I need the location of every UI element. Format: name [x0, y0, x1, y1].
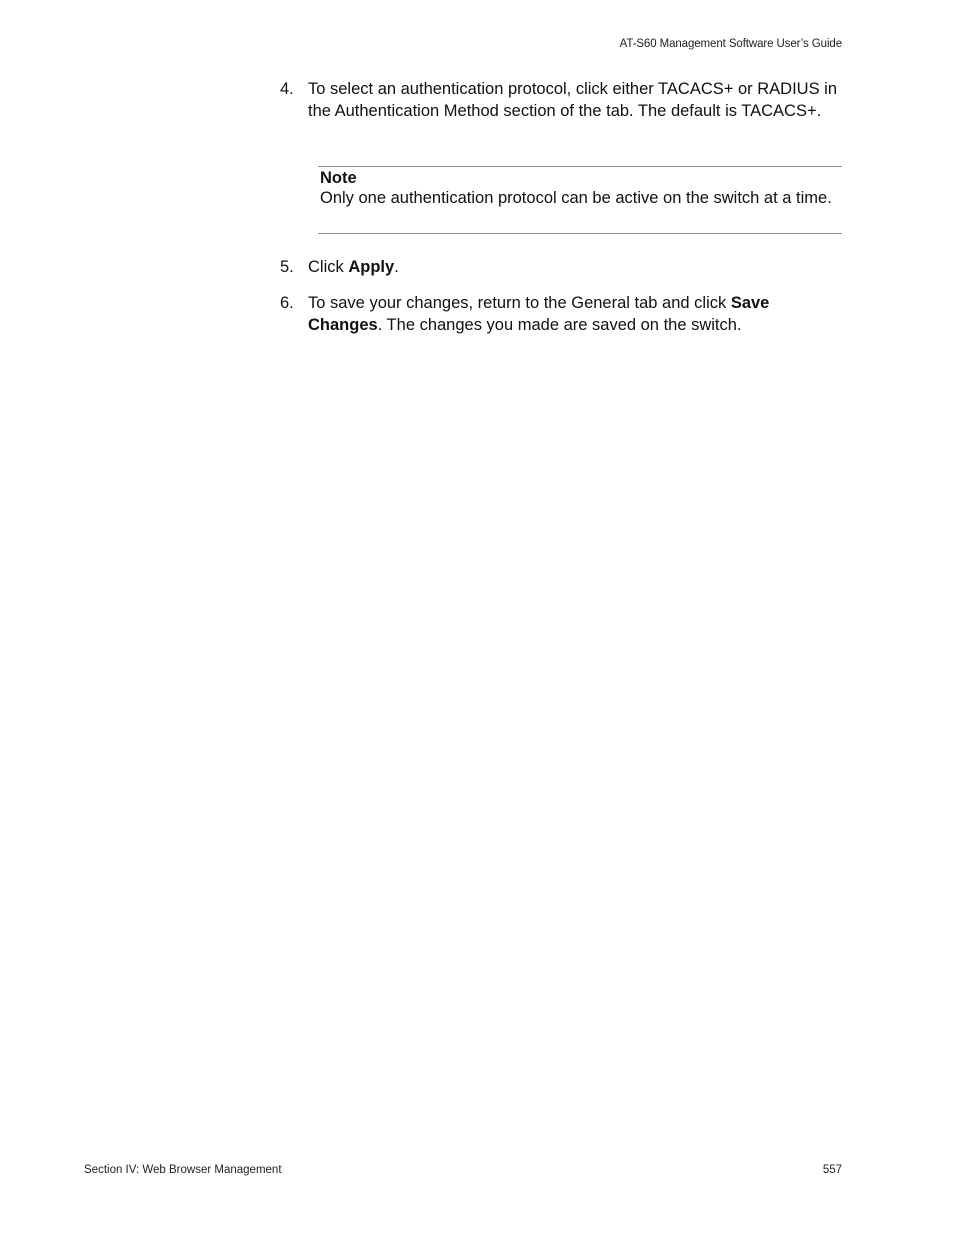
step-text-suffix: . The changes you made are saved on the switch.	[377, 315, 742, 334]
step-text	[308, 293, 842, 336]
step-text	[308, 257, 842, 279]
note-box	[318, 166, 842, 234]
note-body: Only one authentication protocol can be active on the switch at a time.	[320, 189, 832, 207]
step-text-prefix: To save your changes, return to the General tab and click	[308, 294, 731, 312]
footer-page-number: 557	[822, 1164, 842, 1176]
step-4	[280, 79, 842, 122]
save-changes-button-reference: Save Changes	[308, 294, 770, 334]
step-number: 5.	[280, 258, 294, 276]
step-text: To select an authentication protocol, click either TACACS+ or RADIUS in the Authentication Method section of the tab. The default is TACACS+.	[308, 80, 838, 120]
step-text-suffix: .	[394, 258, 399, 276]
step-number: 4.	[280, 80, 294, 98]
step-6	[280, 293, 842, 336]
step-text-prefix: Click	[308, 258, 349, 276]
apply-button-reference: Apply	[348, 258, 395, 276]
step-number: 6.	[280, 294, 294, 312]
step-5	[280, 257, 842, 279]
note-title: Note	[320, 169, 357, 187]
footer-section: Section IV: Web Browser Management	[84, 1164, 282, 1176]
running-header: AT-S60 Management Software User’s Guide	[619, 38, 842, 50]
